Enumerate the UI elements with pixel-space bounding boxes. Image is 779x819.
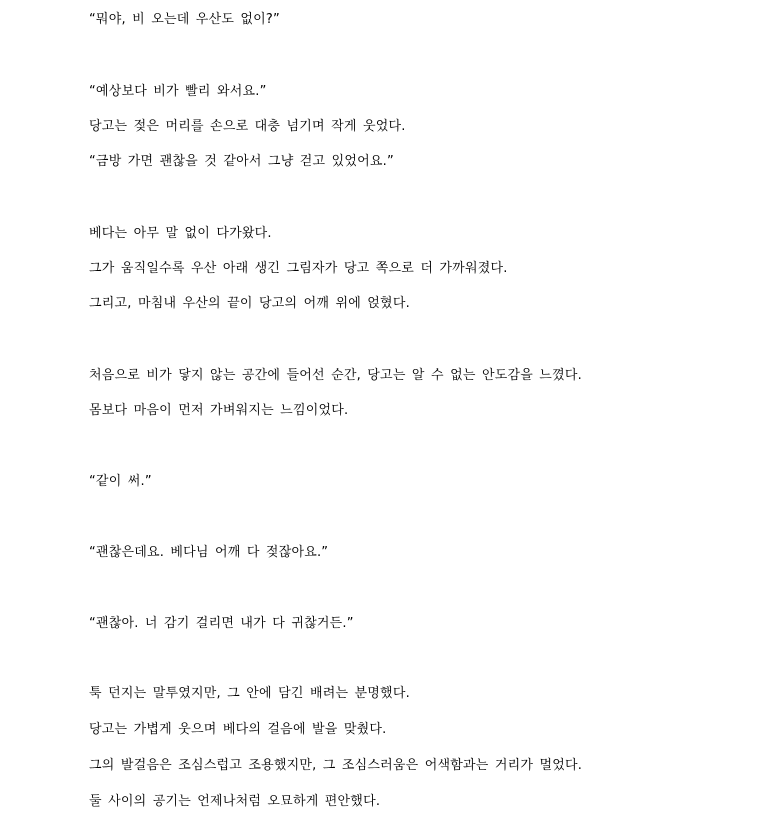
- paragraph-dialogue: “예상보다 비가 빨리 와서요.”: [89, 84, 267, 99]
- paragraph-dialogue: “같이 써.”: [89, 474, 152, 489]
- paragraph-narration: 처음으로 비가 닿지 않는 공간에 들어선 순간, 당고는 알 수 없는 안도감을 느꼈다.: [89, 368, 582, 383]
- paragraph-narration: 당고는 가볍게 웃으며 베다의 걸음에 발을 맞췄다.: [89, 722, 387, 737]
- paragraph-narration: 그리고, 마침내 우산의 끝이 당고의 어깨 위에 얹혔다.: [89, 296, 410, 311]
- paragraph-narration: 둘 사이의 공기는 언제나처럼 오묘하게 편안했다.: [89, 794, 381, 809]
- paragraph-narration: 베다는 아무 말 없이 다가왔다.: [89, 226, 272, 241]
- paragraph-dialogue: “뭐야, 비 오는데 우산도 없이?”: [89, 12, 280, 27]
- paragraph-dialogue: “금방 가면 괜찮을 것 같아서 그냥 걷고 있었어요.”: [89, 154, 394, 169]
- paragraph-dialogue: “괜찮아. 너 감기 걸리면 내가 다 귀찮거든.”: [89, 616, 354, 631]
- paragraph-dialogue: “괜찮은데요. 베다님 어깨 다 젖잖아요.”: [89, 545, 329, 560]
- paragraph-narration: 당고는 젖은 머리를 손으로 대충 넘기며 작게 웃었다.: [89, 119, 406, 134]
- paragraph-narration: 몸보다 마음이 먼저 가벼워지는 느낌이었다.: [89, 403, 349, 418]
- paragraph-narration: 툭 던지는 말투였지만, 그 안에 담긴 배려는 분명했다.: [89, 686, 410, 701]
- paragraph-narration: 그가 움직일수록 우산 아래 생긴 그림자가 당고 쪽으로 더 가까워졌다.: [89, 261, 508, 276]
- paragraph-narration: 그의 발걸음은 조심스럽고 조용했지만, 그 조심스러움은 어색함과는 거리가 멀었다.: [89, 758, 583, 773]
